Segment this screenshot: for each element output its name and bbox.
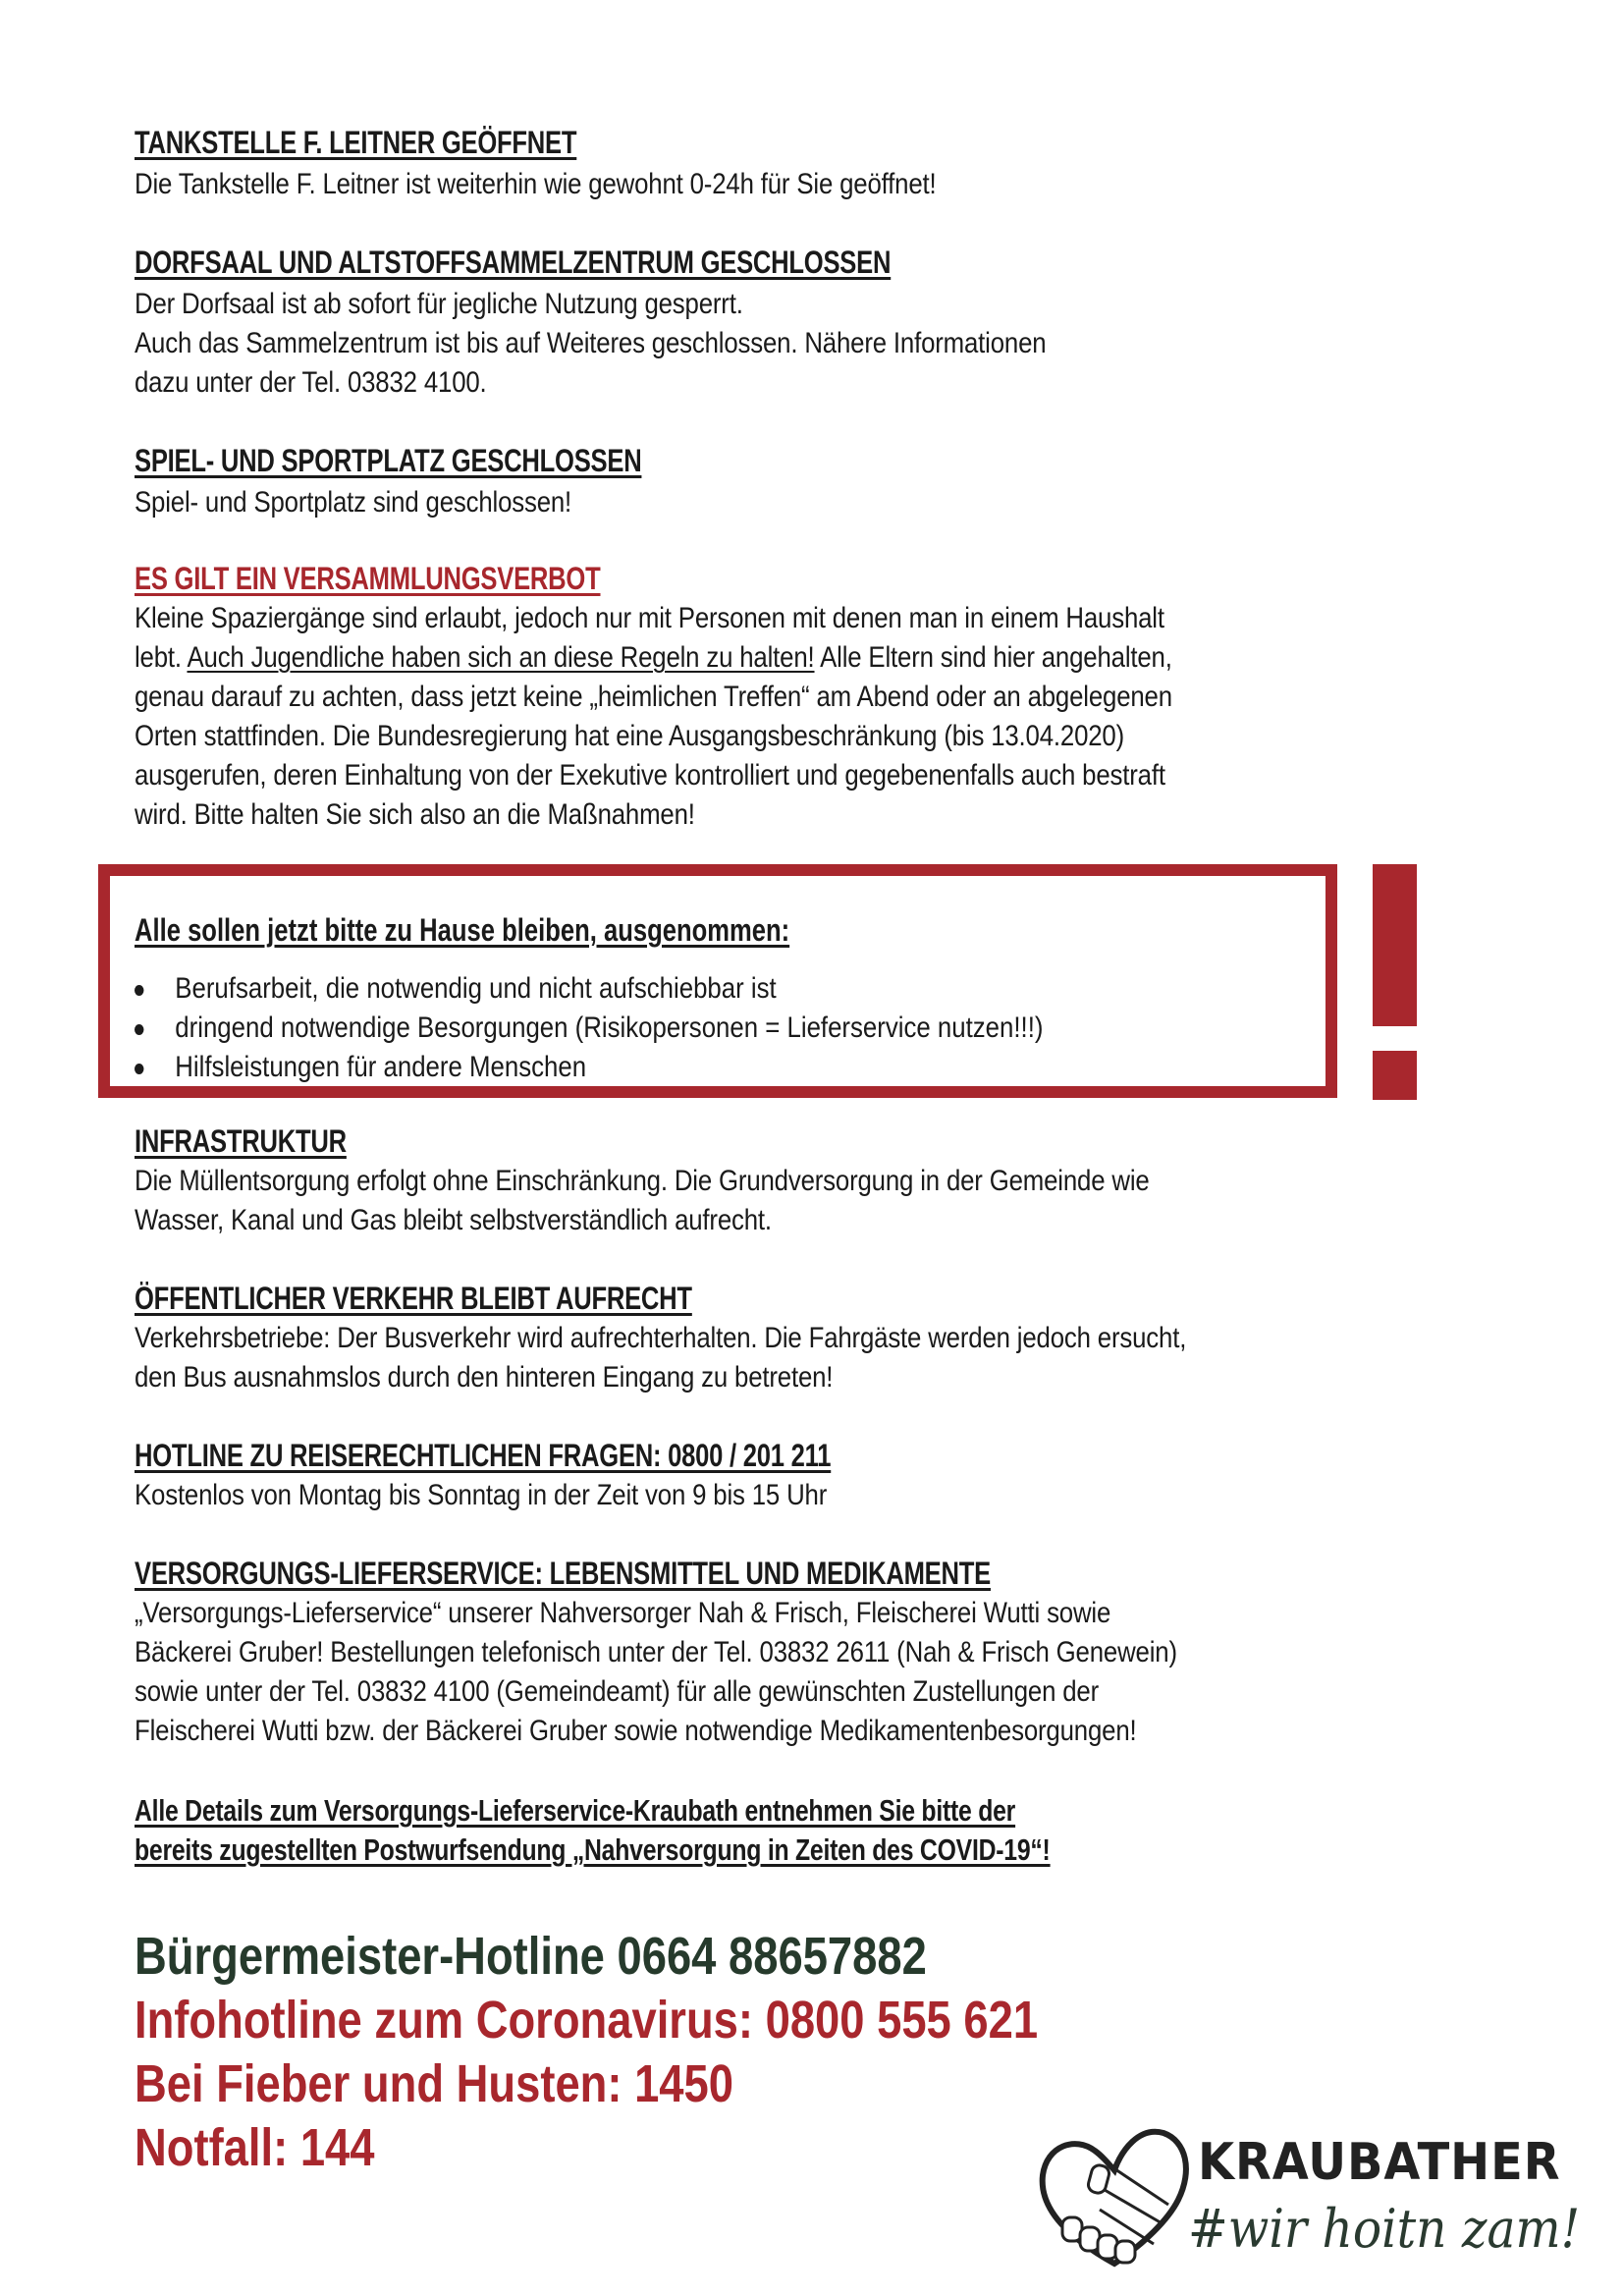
- section-text: den Bus ausnahmslos durch den hinteren Eingang zu betreten!: [135, 1361, 834, 1394]
- section-heading-infrastruktur: INFRASTRUKTUR: [135, 1123, 347, 1159]
- section-text: Die Müllentsorgung erfolgt ohne Einschränkung. Die Grundversorgung in der Gemeinde wie: [135, 1165, 1150, 1197]
- section-heading-lieferservice: VERSORGUNGS-LIEFERSERVICE: LEBENSMITTEL UND MEDIKAMENTE: [135, 1556, 991, 1591]
- section-heading-verkehr: ÖFFENTLICHER VERKEHR BLEIBT AUFRECHT: [135, 1281, 692, 1316]
- section-text: Kleine Spaziergänge sind erlaubt, jedoch nur mit Personen mit denen man in einem Haushalt: [135, 602, 1164, 634]
- section-text: wird. Bitte halten Sie sich also an die Maßnahmen!: [135, 798, 695, 831]
- list-item: [135, 1048, 1043, 1087]
- section-text: Auch das Sammelzentrum ist bis auf Weiteres geschlossen. Nähere Informationen: [135, 327, 1047, 359]
- section-text: Orten stattfinden. Die Bundesregierung hat eine Ausgangsbeschränkung (bis 13.04.2020): [135, 720, 1125, 752]
- section-text: genau darauf zu achten, dass jetzt keine „heimlichen Treffen“ am Abend oder an abgelegenen: [135, 681, 1172, 713]
- section-text: Verkehrsbetriebe: Der Busverkehr wird aufrechterhalten. Die Fahrgäste werden jedoch ersucht,: [135, 1322, 1187, 1354]
- box-heading: Alle sollen jetzt bitte zu Hause bleiben, ausgenommen:: [135, 912, 790, 948]
- list-item-text: Hilfsleistungen für andere Menschen: [175, 1051, 587, 1083]
- kraubather-logo: [1031, 2111, 1581, 2278]
- logo-tagline: #wir hoitn zam!: [1188, 2198, 1581, 2260]
- section-heading-dorfsaal: DORFSAAL UND ALTSTOFFSAMMELZENTRUM GESCHLOSSEN: [135, 245, 892, 280]
- section-text: Wasser, Kanal und Gas bleibt selbstverständlich aufrecht.: [135, 1204, 772, 1236]
- section-text: Spiel- und Sportplatz sind geschlossen!: [135, 486, 572, 519]
- exceptions-list: [135, 969, 1191, 1087]
- section-text: dazu unter der Tel. 03832 4100.: [135, 366, 487, 399]
- section-text: Fleischerei Wutti bzw. der Bäckerei Gruber sowie notwendige Medikamentenbesorgungen!: [135, 1715, 1137, 1747]
- section-heading-tankstelle: TANKSTELLE F. LEITNER GEÖFFNET: [135, 125, 577, 160]
- section-heading-versammlungsverbot: ES GILT EIN VERSAMMLUNGSVERBOT: [135, 561, 601, 596]
- details-note-line: bereits zugestellten Postwurfsendung „Nahversorgung in Zeiten des COVID-19“!: [135, 1832, 1051, 1867]
- bullet-icon: [135, 969, 175, 1009]
- exclamation-icon: [1373, 864, 1417, 1026]
- list-item-text: Berufsarbeit, die notwendig und nicht aufschiebbar ist: [175, 972, 777, 1005]
- underlined-text: Auch Jugendliche haben sich an diese Regeln zu halten!: [187, 641, 815, 674]
- list-item: [135, 1009, 1043, 1048]
- logo-title: KRAUBATHER: [1198, 2133, 1561, 2192]
- heart-handshake-icon: [1031, 2111, 1198, 2278]
- list-item-text: dringend notwendige Besorgungen (Risikopersonen = Lieferservice nutzen!!!): [175, 1011, 1044, 1044]
- section-text: „Versorgungs-Lieferservice“ unserer Nahversorger Nah & Frisch, Fleischerei Wutti sowie: [135, 1597, 1111, 1629]
- section-text: sowie unter der Tel. 03832 4100 (Gemeindeamt) für alle gewünschten Zustellungen der: [135, 1675, 1100, 1708]
- emergency-number: Notfall: 144: [135, 2118, 375, 2177]
- section-text: Die Tankstelle F. Leitner ist weiterhin wie gewohnt 0-24h für Sie geöffnet!: [135, 168, 937, 200]
- text-pre: lebt.: [135, 641, 188, 674]
- list-item: [135, 969, 1043, 1009]
- bullet-icon: [135, 1048, 175, 1087]
- bullet-icon: [135, 1009, 175, 1048]
- exclamation-dot-icon: [1373, 1051, 1417, 1100]
- section-text: [135, 638, 1172, 678]
- section-heading-reiserecht-hotline: HOTLINE ZU REISERECHTLICHEN FRAGEN: 0800 / 201 211: [135, 1438, 832, 1473]
- section-text: Der Dorfsaal ist ab sofort für jegliche Nutzung gesperrt.: [135, 288, 743, 320]
- section-text: Kostenlos von Montag bis Sonntag in der Zeit von 9 bis 15 Uhr: [135, 1479, 828, 1511]
- section-text: ausgerufen, deren Einhaltung von der Exekutive kontrolliert und gegebenenfalls auch bestraft: [135, 759, 1165, 792]
- text-post: Alle Eltern sind hier angehalten,: [814, 641, 1172, 674]
- section-text: Bäckerei Gruber! Bestellungen telefonisch unter der Tel. 03832 2611 (Nah & Frisch Genewein): [135, 1636, 1177, 1668]
- mayor-hotline: Bürgermeister-Hotline 0664 88657882: [135, 1927, 927, 1986]
- section-heading-spielplatz: SPIEL- UND SPORTPLATZ GESCHLOSSEN: [135, 443, 642, 478]
- fever-hotline: Bei Fieber und Husten: 1450: [135, 2054, 733, 2113]
- details-note-line: Alle Details zum Versorgungs-Lieferservice-Kraubath entnehmen Sie bitte der: [135, 1793, 1016, 1828]
- stay-home-box: [98, 864, 1337, 1098]
- corona-hotline: Infohotline zum Coronavirus: 0800 555 621: [135, 1991, 1039, 2050]
